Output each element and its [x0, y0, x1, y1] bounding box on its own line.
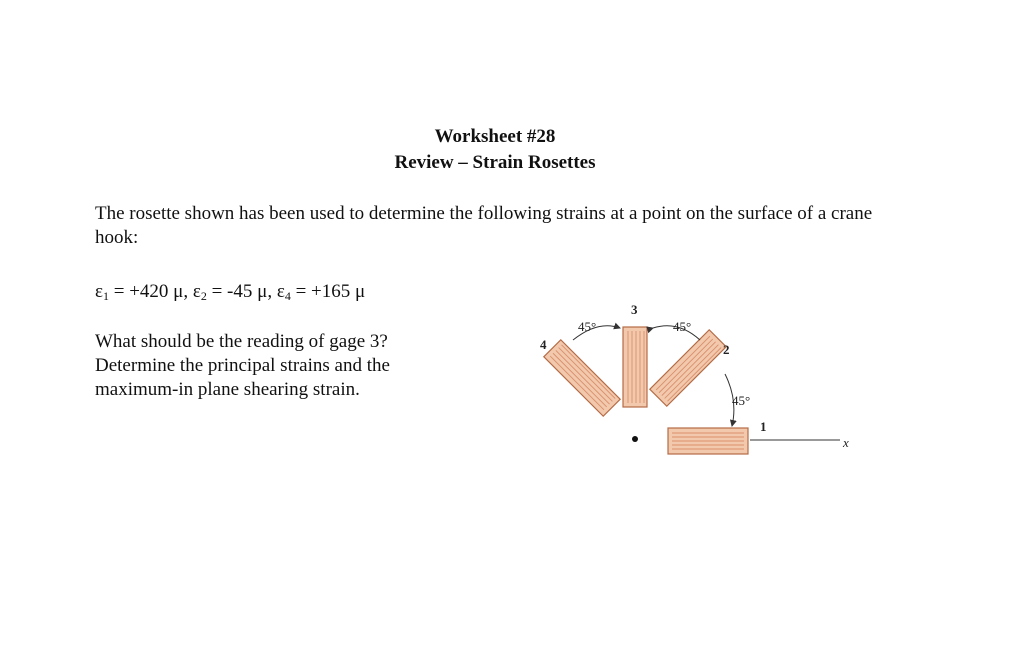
gage-2-label: 2 — [723, 342, 730, 357]
strain-2-subscript: 2 — [200, 289, 207, 303]
problem-intro: The rosette shown has been used to determine the following strains at a point on the surface of a crane hook: — [95, 203, 873, 248]
strain-4-value: = +165 μ — [290, 281, 366, 302]
strain-1-subscript: 1 — [102, 289, 109, 303]
given-strains — [95, 280, 495, 308]
gage-3-label: 3 — [631, 302, 638, 317]
rosette-center-point — [632, 436, 638, 442]
angle-label-3-2: 45° — [673, 319, 692, 334]
question-text — [95, 330, 515, 402]
worksheet-subtitle: Review – Strain Rosettes — [394, 152, 596, 173]
strain-4-symbol: ε — [276, 281, 285, 302]
question-line-2: Determine the principal strains and the — [95, 355, 390, 376]
gage-1-label: 1 — [760, 419, 767, 434]
x-axis-label: x — [843, 435, 849, 450]
strain-1-value: = +420 μ, — [108, 281, 193, 302]
angle-label-2-1: 45° — [732, 393, 751, 408]
strain-2-symbol: ε — [192, 281, 201, 302]
strain-1-symbol: ε — [95, 281, 103, 302]
strain-rosette-figure — [510, 268, 895, 473]
gage-4-label: 4 — [540, 337, 547, 352]
strain-2-value: = -45 μ, — [206, 281, 277, 302]
gage-3-element — [623, 327, 647, 407]
question-line-1: What should be the reading of gage 3? — [95, 331, 388, 352]
gage-2-element — [650, 330, 726, 406]
rosette-diagram — [510, 268, 895, 473]
strain-4-subscript: 4 — [284, 289, 291, 303]
gage-1-element — [668, 428, 748, 454]
gage-4-element — [544, 340, 620, 416]
worksheet-header — [0, 124, 990, 176]
angle-label-4-3: 45° — [578, 319, 597, 334]
worksheet-title: Worksheet #28 — [434, 126, 556, 147]
question-line-3: maximum-in plane shearing strain. — [95, 379, 360, 400]
